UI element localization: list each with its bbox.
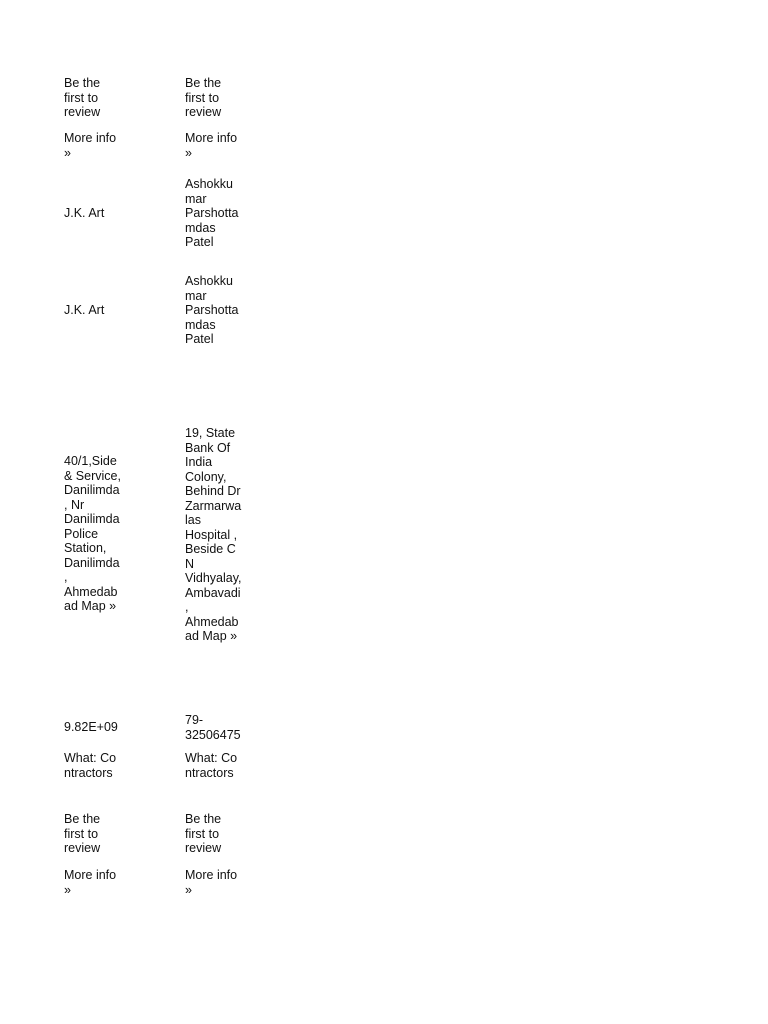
- more-info-link-top[interactable]: More info »: [64, 131, 117, 160]
- business-address: 19, State Bank Of India Colony, Behind Dr Zarmarwa las Hospital , Beside C N Vidhyalay, Ambavadi , Ahmedab ad Map »: [185, 426, 242, 643]
- review-prompt-top: Be the first to review: [64, 76, 101, 119]
- review-prompt-bottom: Be the first to review: [64, 812, 101, 855]
- more-info-link-top[interactable]: More info »: [185, 131, 238, 160]
- phone-number: 9.82E+09: [64, 720, 118, 734]
- category-label: What: Co ntractors: [64, 751, 117, 780]
- more-info-link-bottom[interactable]: More info »: [64, 868, 117, 897]
- review-prompt-bottom: Be the first to review: [185, 812, 222, 855]
- business-name: Ashokku mar Parshotta mdas Patel: [185, 177, 239, 249]
- review-prompt-top: Be the first to review: [185, 76, 222, 119]
- phone-number: 79- 32506475: [185, 713, 241, 742]
- business-address: 40/1,Side & Service, Danilimda , Nr Danilimda Police Station, Danilimda , Ahmedab ad Map »: [64, 454, 121, 613]
- more-info-link-bottom[interactable]: More info »: [185, 868, 238, 897]
- category-label: What: Co ntractors: [185, 751, 238, 780]
- business-name: Ashokku mar Parshotta mdas Patel: [185, 274, 239, 346]
- business-name: J.K. Art: [64, 303, 105, 317]
- business-name: J.K. Art: [64, 206, 105, 220]
